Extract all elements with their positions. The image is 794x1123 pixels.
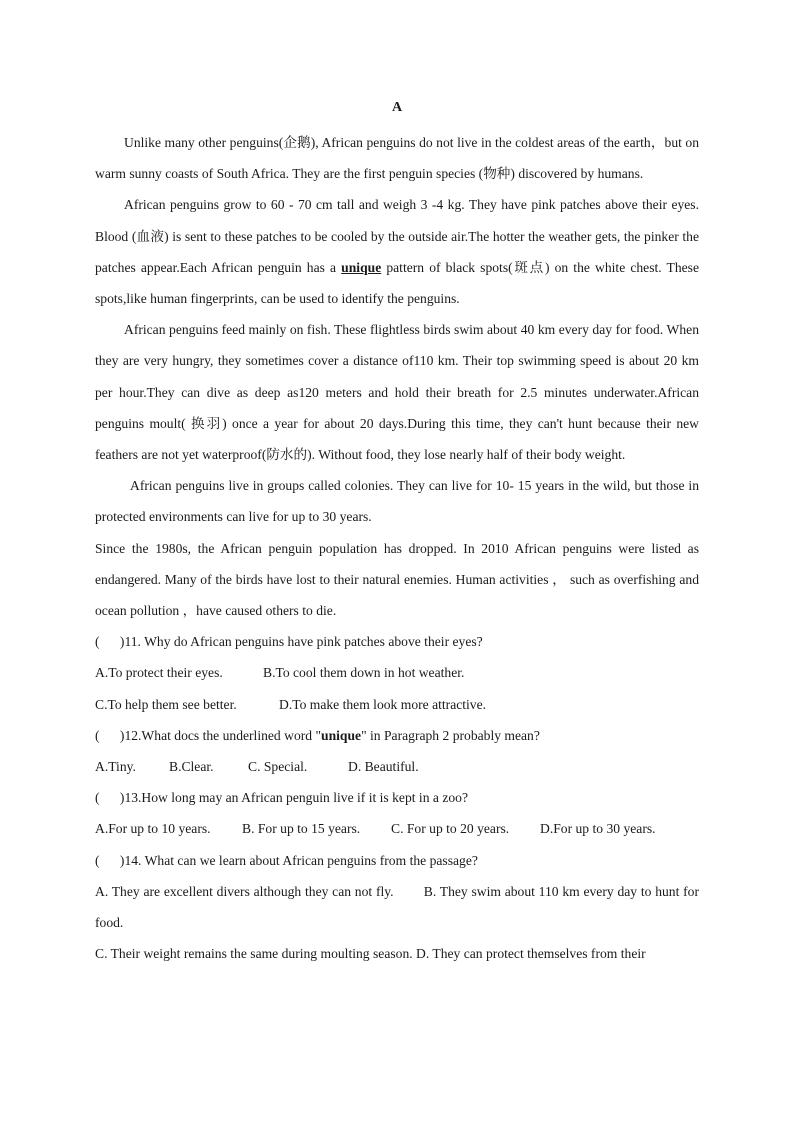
question-11-options-row-1 <box>95 657 699 688</box>
passage-body <box>95 127 703 969</box>
question-12-stem-before: ( )12.What docs the underlined word " <box>95 727 322 743</box>
question-13-options <box>95 813 699 844</box>
question-12-option-b: B.Clear. <box>169 759 214 775</box>
question-11-option-c: C.To help them see better. <box>95 696 237 712</box>
question-11-option-a: A.To protect their eyes. <box>95 665 223 681</box>
question-12-option-d: D. Beautiful. <box>348 759 419 775</box>
question-13-stem: ( )13.How long may an African penguin live if it is kept in a zoo? <box>95 790 468 806</box>
paragraph-3: African penguins feed mainly on fish. These flightless birds swim about 40 km every day for food. When they are very hungry, they sometimes cover a distance of110 km. Their top swimming speed is about 20 km per hour.They can dive as deep as120 meters and hold their breath for 2.5 minutes underwater.African penguins moult( 换羽) once a year for about 20 days.During this time, they can't hunt because their new feathers are not yet waterproof(防水的). Without food, they lose nearly half of their body weight. <box>95 322 699 463</box>
question-11-option-b: B.To cool them down in hot weather. <box>263 665 465 681</box>
question-14-options-cd: C. Their weight remains the same during moulting season. D. They can protect themselves from their <box>95 946 646 962</box>
question-13-option-b: B. For up to 15 years. <box>242 821 361 837</box>
question-13-option-d: D.For up to 30 years. <box>540 821 656 837</box>
passage-title: A <box>391 100 403 115</box>
paragraph-1: Unlike many other penguins(企鹅), African penguins do not live in the coldest areas of the earth，but on warm sunny coasts of South Africa. They are the first penguin species (物种) discovered by humans. <box>95 135 699 182</box>
question-13-option-a: A.For up to 10 years. <box>95 821 211 837</box>
paragraph-2 <box>95 189 699 314</box>
question-12-stem <box>95 720 699 751</box>
question-13-option-c: C. For up to 20 years. <box>391 821 510 837</box>
question-12-option-c: C. Special. <box>248 759 308 775</box>
question-11-option-d: D.To make them look more attractive. <box>279 696 487 712</box>
paragraph-5: Since the 1980s, the African penguin population has dropped. In 2010 African penguins were listed as endangered. Many of the birds have lost to their natural enemies. Human activities ， such as overfishing and ocean pollution ，have caused others to die. <box>95 540 699 619</box>
question-12-option-a: A.Tiny. <box>95 759 136 775</box>
question-12-stem-after: " in Paragraph 2 probably mean? <box>361 727 540 743</box>
underlined-word-unique: unique <box>341 259 382 275</box>
question-14-stem: ( )14. What can we learn about African penguins from the passage? <box>95 852 478 868</box>
paragraph-2-text-after: pattern of black spots(斑点) on the white chest. These spots,like human fingerprints, can be used to identify the penguins. <box>95 259 699 307</box>
paragraph-4: African penguins live in groups called colonies. They can live for 10- 15 years in the wild, but those in protected environments can live for up to 30 years. <box>95 478 699 525</box>
paragraph-2-text-before: African penguins grow to 60 - 70 cm tall and weigh 3 -4 kg. They have pink patches above their eyes. Blood (血液) is sent to these patches to be cooled by the outside air.The hotter the weather gets, the pinker the patches appear.Each African penguin has a <box>95 197 699 275</box>
question-12-options <box>95 751 699 782</box>
question-11-stem: ( )11. Why do African penguins have pink patches above their eyes? <box>95 634 483 650</box>
question-12-keyword: unique <box>321 727 362 743</box>
question-14-options-ab: A. They are excellent divers although they can not fly. B. They swim about 110 km every day to hunt for food. <box>95 883 703 931</box>
question-11-options-row-2 <box>95 689 699 720</box>
